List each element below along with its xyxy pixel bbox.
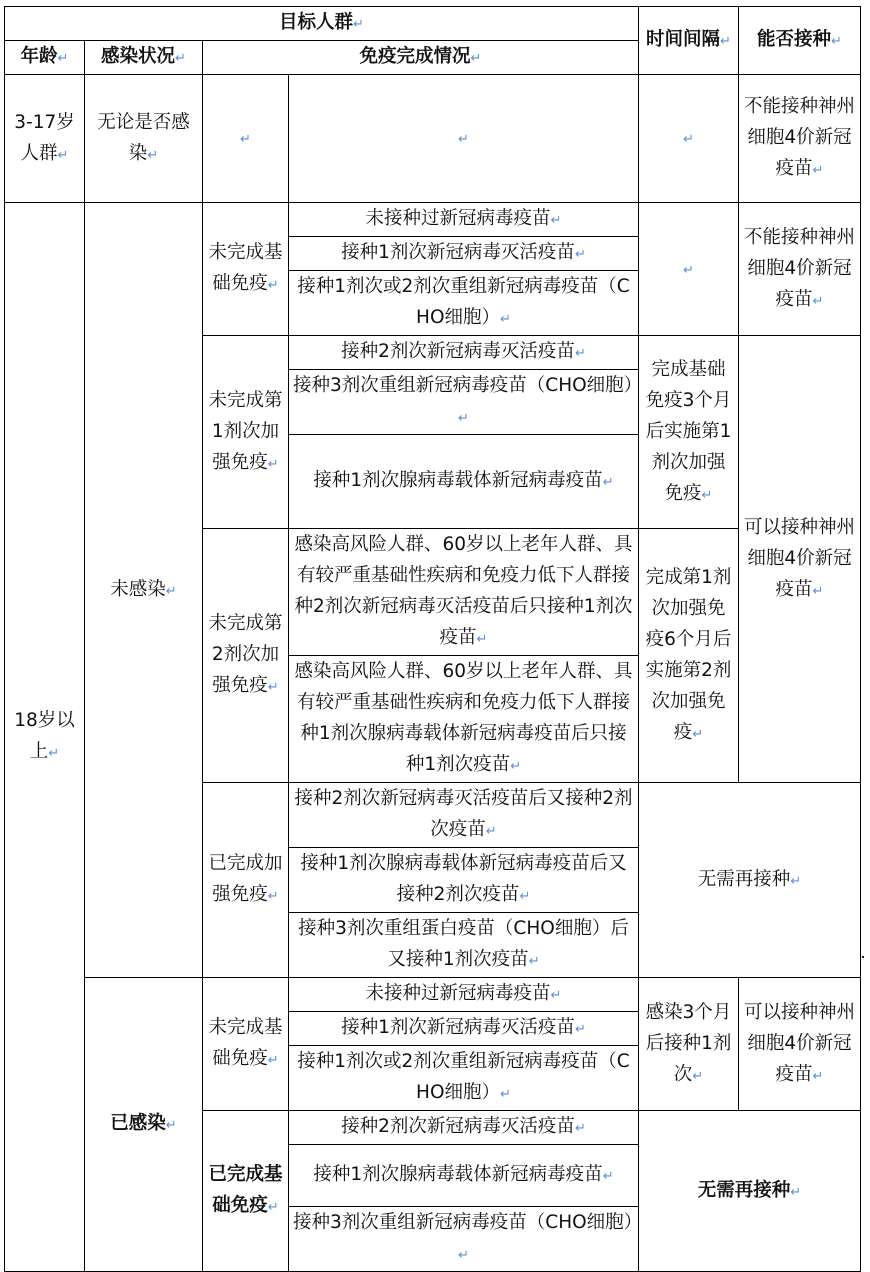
- immunization-item: 接种3剂次重组新冠病毒疫苗（CHO细胞） ↵: [289, 1207, 639, 1272]
- result-infected-done-basic: 无需再接种 ↵: [639, 1111, 861, 1272]
- header-immunization: 免疫完成情况 ↵: [203, 41, 639, 75]
- empty-cell: [203, 75, 289, 203]
- immunization-item: 接种3剂次重组新冠病毒疫苗（CHO细胞） ↵: [289, 370, 639, 435]
- status-infected-no-basic: 未完成基础免疫 ↵: [203, 978, 289, 1111]
- status-no-basic: 未完成基础免疫 ↵: [203, 203, 289, 336]
- age-18-plus: 18岁以上 ↵: [5, 203, 85, 1272]
- interval-booster1: 完成基础免疫3个月后实施第1剂次加强免疫 ↵: [639, 336, 739, 529]
- result-no-basic: 不能接种神州细胞4价新冠疫苗 ↵: [739, 203, 861, 336]
- header-infection: 感染状况 ↵: [85, 41, 203, 75]
- immunization-item: 接种2剂次新冠病毒灭活疫苗 ↵: [289, 1111, 639, 1145]
- result-group1: 不能接种神州细胞4价新冠疫苗 ↵: [739, 75, 861, 203]
- stray-dot: [862, 956, 864, 958]
- immunization-item: 感染高风险人群、60岁以上老年人群、具有较严重基础性疾病和免疫力低下人群接种2剂次新冠病毒灭活疫苗后只接种1剂次疫苗 ↵: [289, 529, 639, 656]
- infection-any: 无论是否感染 ↵: [85, 75, 203, 203]
- immunization-item: 接种1剂次腺病毒载体新冠病毒疫苗后又接种2剂次疫苗 ↵: [289, 848, 639, 913]
- immunization-item: 未接种过新冠病毒疫苗 ↵: [289, 203, 639, 237]
- header-eligible: 能否接种 ↵: [739, 7, 861, 75]
- empty-cell: [289, 75, 639, 203]
- status-no-booster2: 未完成第2剂次加强免疫 ↵: [203, 529, 289, 783]
- header-age: 年龄 ↵: [5, 41, 85, 75]
- result-done-booster: 无需再接种 ↵: [639, 783, 861, 978]
- immunization-item: 接种1剂次腺病毒载体新冠病毒疫苗 ↵: [289, 435, 639, 529]
- immunization-item: 接种1剂次新冠病毒灭活疫苗 ↵: [289, 1012, 639, 1046]
- immunization-item: 接种2剂次新冠病毒灭活疫苗后又接种2剂次疫苗 ↵: [289, 783, 639, 848]
- immunization-item: 接种1剂次或2剂次重组新冠病毒疫苗（CHO细胞） ↵: [289, 1046, 639, 1111]
- status-infected-done-basic: 已完成基础免疫 ↵: [203, 1111, 289, 1272]
- immunization-item: 接种1剂次或2剂次重组新冠病毒疫苗（CHO细胞） ↵: [289, 271, 639, 336]
- vaccination-eligibility-table: [4, 6, 861, 1272]
- immunization-item: 接种1剂次腺病毒载体新冠病毒疫苗 ↵: [289, 1145, 639, 1207]
- header-target-group: 目标人群 ↵: [5, 7, 639, 41]
- status-no-booster1: 未完成第1剂次加强免疫 ↵: [203, 336, 289, 529]
- empty-cell: [639, 75, 739, 203]
- interval-infected: 感染3个月后接种1剂次 ↵: [639, 978, 739, 1111]
- interval-empty: [639, 203, 739, 336]
- interval-booster2: 完成第1剂次加强免疫6个月后实施第2剂次加强免疫 ↵: [639, 529, 739, 783]
- header-interval: 时间间隔 ↵: [639, 7, 739, 75]
- immunization-item: 未接种过新冠病毒疫苗 ↵: [289, 978, 639, 1012]
- immunization-item: 感染高风险人群、60岁以上老年人群、具有较严重基础性疾病和免疫力低下人群接种1剂次腺病毒载体新冠病毒疫苗后只接种1剂次疫苗 ↵: [289, 656, 639, 783]
- status-done-booster: 已完成加强免疫 ↵: [203, 783, 289, 978]
- immunization-item: 接种2剂次新冠病毒灭活疫苗 ↵: [289, 336, 639, 370]
- immunization-item: 接种3剂次重组蛋白疫苗（CHO细胞）后又接种1剂次疫苗 ↵: [289, 913, 639, 978]
- result-infected-no-basic: 可以接种神州细胞4价新冠疫苗 ↵: [739, 978, 861, 1111]
- infection-uninfected: 未感染 ↵: [85, 203, 203, 978]
- age-3-17: 3-17岁人群 ↵: [5, 75, 85, 203]
- infection-infected: 已感染 ↵: [85, 978, 203, 1272]
- result-booster: 可以接种神州细胞4价新冠疫苗 ↵: [739, 336, 861, 783]
- immunization-item: 接种1剂次新冠病毒灭活疫苗 ↵: [289, 237, 639, 271]
